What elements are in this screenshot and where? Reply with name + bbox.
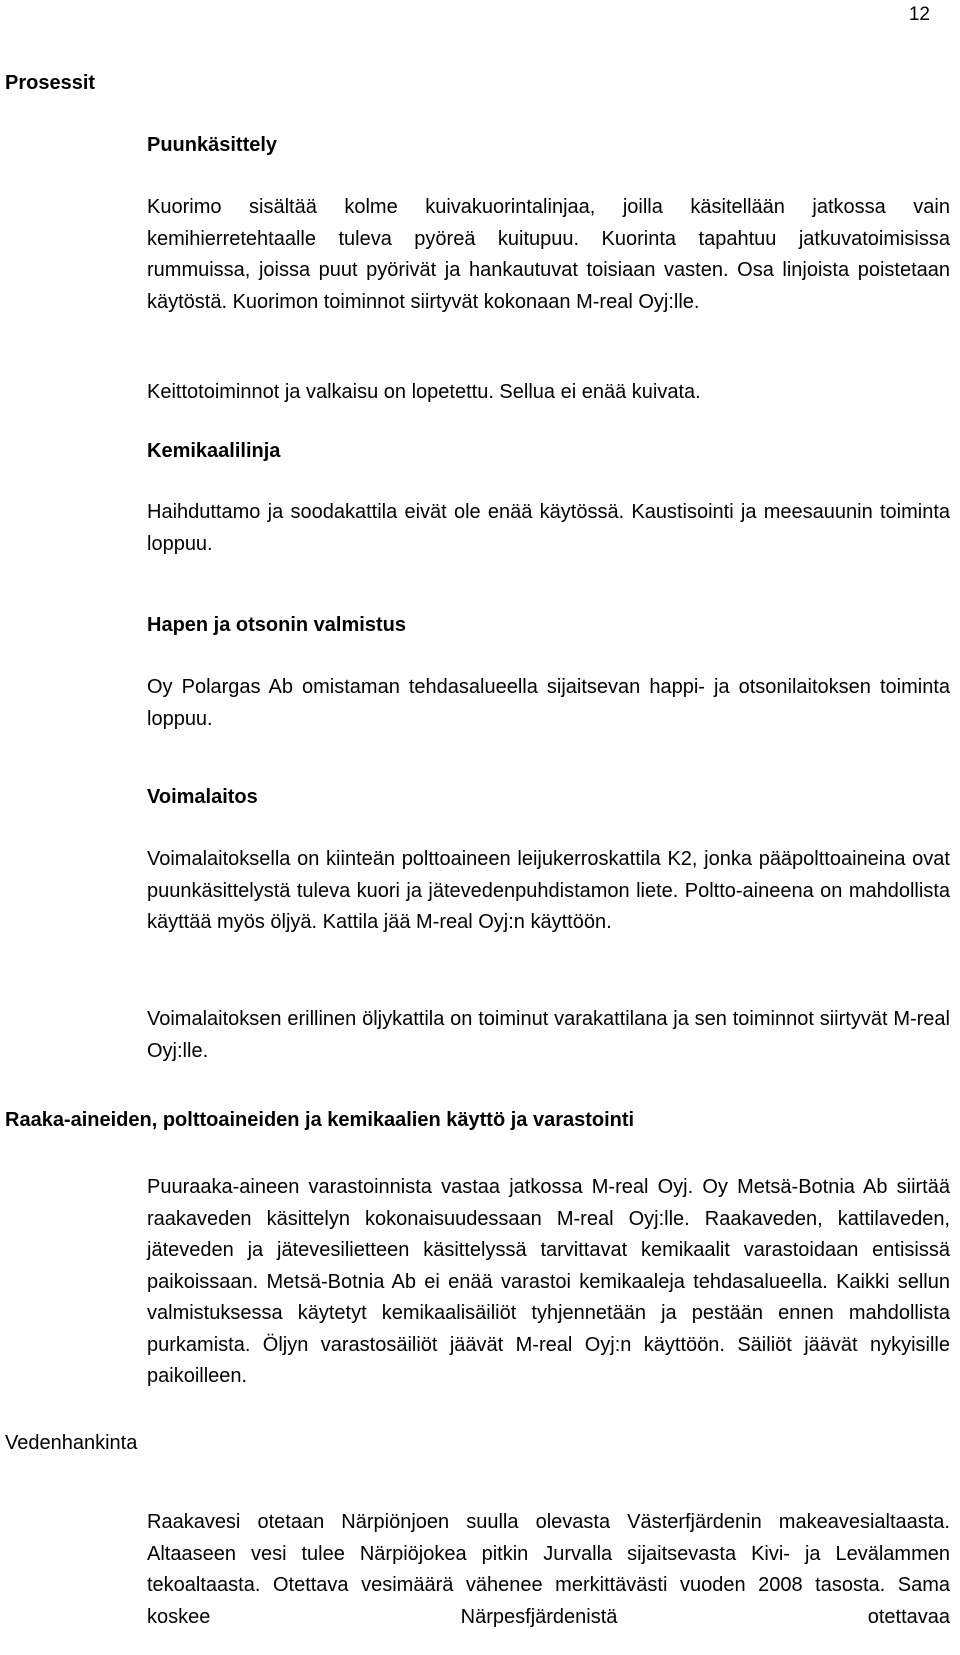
heading-puunkasittely: Puunkäsittely — [147, 134, 278, 156]
heading-voimalaitos: Voimalaitos — [147, 786, 258, 808]
paragraph-raaka-aineet: Puuraaka-aineen varastoinnista vastaa jatkossa M-real Oyj. Oy Metsä-Botnia Ab siirtää raakaveden käsittelyn kokonaisuudessaan M-real Oyj:lle. Raakaveden, kattilaveden, jäteveden ja jätevesilietteen käsittelyssä tarvittavat kemikaalit varastoidaan entisissä paikoissaan. Metsä-Botnia Ab ei enää varastoi kemikaaleja tehdasalueella. Kaikki sellun valmistuksessa käytetyt kemikaalisäiliöt tyhjennetään ja pestään ennen mahdollista purkamista. Öljyn varastosäiliöt jäävät M-real Oyj:n käyttöön. Säiliöt jäävät nykyisille paikoilleen. — [147, 1176, 950, 1387]
heading-raaka-aineet: Raaka-aineiden, polttoaineiden ja kemikaalien käyttö ja varastointi — [5, 1109, 635, 1131]
paragraph-puunkasittely-1: Kuorimo sisältää kolme kuivakuorintalinjaa, joilla käsitellään jatkossa vain kemihierretehtaalle tuleva pyöreä kuitupuu. Kuorinta tapahtuu jatkuvatoimisissa rummuissa, joissa puut pyörivät ja hankautuvat toisiaan vasten. Osa linjoista poistetaan käytöstä. Kuorimon toiminnot siirtyvät kokonaan M-real Oyj:lle. — [147, 196, 950, 313]
page-number: 12 — [908, 4, 930, 25]
heading-hapen-otsonin: Hapen ja otsonin valmistus — [147, 614, 406, 636]
paragraph-voimalaitos-2: Voimalaitoksen erillinen öljykattila on toiminut varakattilana ja sen toiminnot siirtyvät M-real Oyj:lle. — [147, 1008, 950, 1062]
heading-vedenhankinta: Vedenhankinta — [5, 1432, 138, 1454]
paragraph-voimalaitos-1: Voimalaitoksella on kiinteän polttoaineen leijukerroskattila K2, jonka pääpolttoaineina ovat puunkäsittelystä tuleva kuori ja jätevedenpuhdistamon liete. Poltto-aineena on mahdollista käyttää myös öljyä. Kattila jää M-real Oyj:n käyttöön. — [147, 848, 950, 933]
paragraph-puunkasittely-2: Keittotoiminnot ja valkaisu on lopetettu. Sellua ei enää kuivata. — [147, 381, 701, 403]
paragraph-hapen-otsonin: Oy Polargas Ab omistaman tehdasalueella sijaitsevan happi- ja otsonilaitoksen toiminta loppuu. — [147, 676, 950, 730]
heading-kemikaalilinja: Kemikaalilinja — [147, 440, 281, 462]
paragraph-kemikaalilinja: Haihduttamo ja soodakattila eivät ole enää käytössä. Kaustisointi ja meesauunin toiminta loppuu. — [147, 501, 950, 555]
heading-prosessit: Prosessit — [5, 72, 96, 94]
paragraph-vedenhankinta: Raakavesi otetaan Närpiönjoen suulla olevasta Västerfjärdenin makeavesialtaasta. Altaaseen vesi tulee Närpiöjokea pitkin Jurvalla sijaitsevasta Kivi- ja Levälammen tekoaltaasta. Otettava vesimäärä vähenee merkittävästi vuoden 2008 tasosta. Sama koskee Närpesfjärdenistä otettavaa — [147, 1511, 950, 1628]
